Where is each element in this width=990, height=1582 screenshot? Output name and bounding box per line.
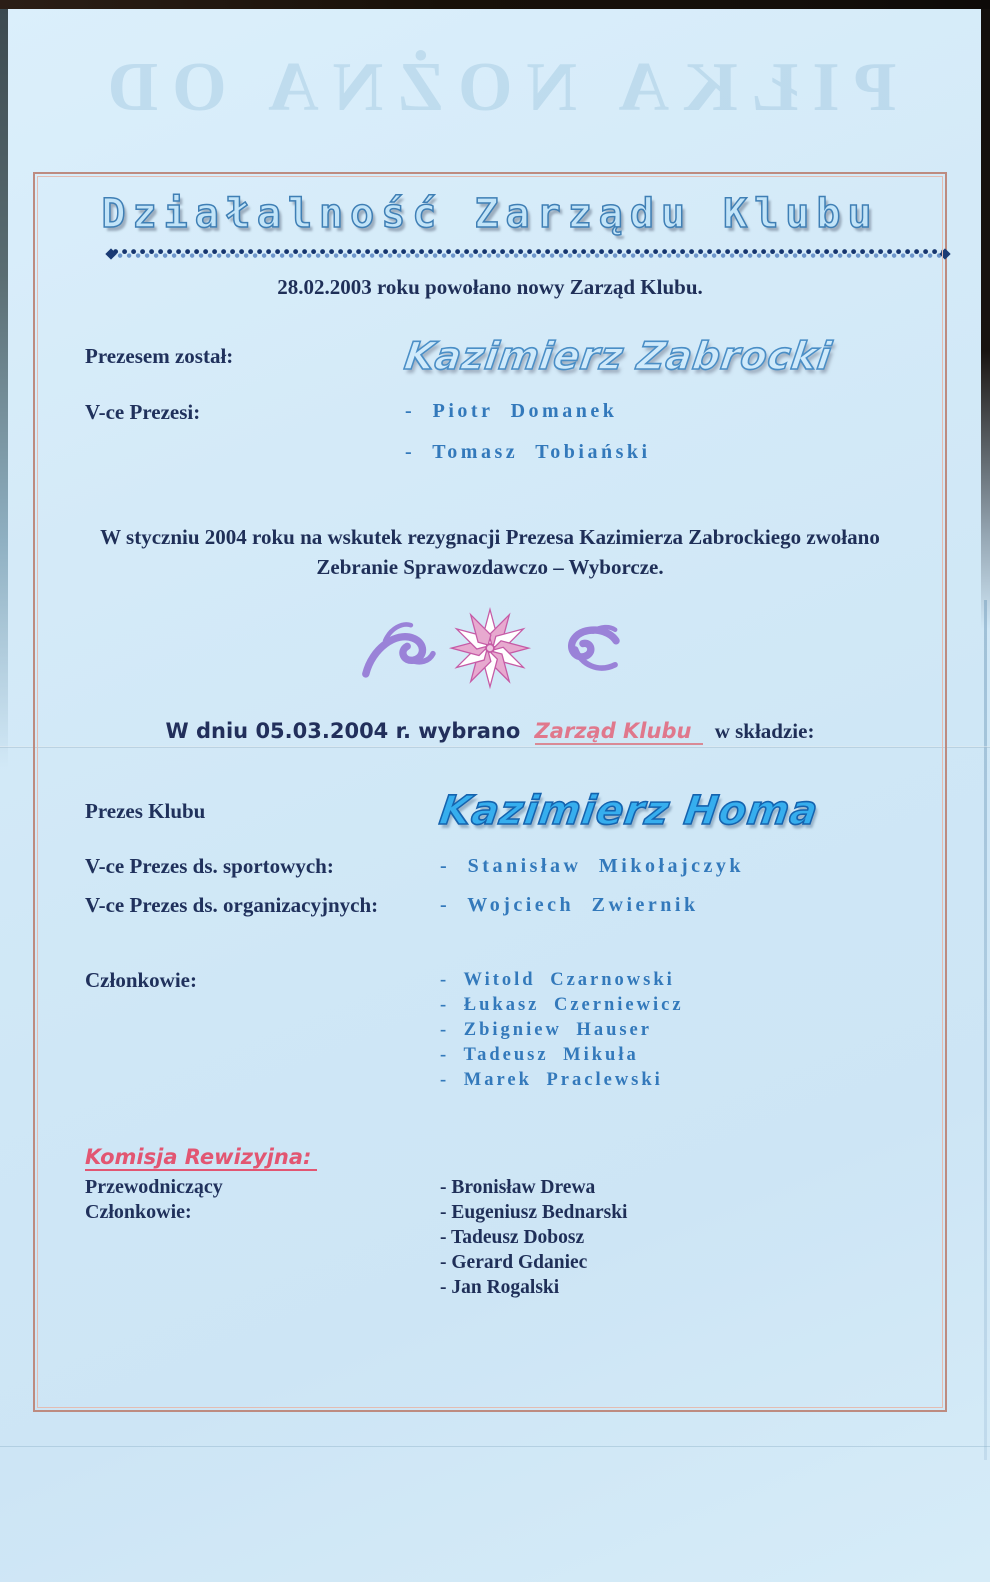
vice-sport-name: - Stanisław Mikołajczyk xyxy=(440,855,745,877)
board-2003-section xyxy=(85,334,895,482)
page-seam-lower xyxy=(0,1446,990,1447)
committee-heading: Komisja Rewizyjna: xyxy=(85,1145,317,1171)
decorative-frame xyxy=(33,172,947,1412)
member-name: - Łukasz Czerniewicz xyxy=(440,995,684,1015)
committee-body xyxy=(85,1175,895,1300)
member-name: - Zbigniew Hauser xyxy=(440,1020,652,1040)
ghost-bleed-text: PIŁKA NOŻNA OD xyxy=(93,49,897,126)
election-line xyxy=(85,719,895,744)
vice-2003-label: V-ce Prezesi: xyxy=(85,400,201,424)
committee-chairman-label: Przewodniczący xyxy=(85,1176,223,1198)
committee-member-name: - Jan Rogalski xyxy=(440,1277,560,1298)
vice-president-name: - Piotr Domanek xyxy=(405,400,618,422)
frame-content xyxy=(35,174,945,1410)
members-list xyxy=(440,968,684,1093)
election-highlight: Zarząd Klubu xyxy=(535,719,704,745)
president-2004-label: Prezes Klubu xyxy=(85,798,206,823)
committee-section xyxy=(85,1145,895,1300)
vice-2003-names xyxy=(405,400,651,482)
vice-org-row xyxy=(85,893,895,918)
committee-member-name: - Gerard Gdaniec xyxy=(440,1252,588,1273)
photo-edge-top xyxy=(0,0,990,9)
member-name: - Witold Czarnowski xyxy=(440,970,675,990)
president-2004-row xyxy=(85,788,895,834)
members-2004-row xyxy=(85,968,895,1093)
president-2003-row xyxy=(85,334,895,378)
ornament xyxy=(85,604,895,701)
resignation-note: W styczniu 2004 roku na wskutek rezygnacji Prezesa Kazimierza Zabrockiego zwołano Zebranie Sprawozdawczo – Wyborcze. xyxy=(100,525,880,579)
vice-2003-row xyxy=(85,400,895,482)
committee-member-name: - Bronisław Drewa xyxy=(440,1177,596,1198)
photo-edge-right xyxy=(981,9,990,629)
president-2004-name: Kazimierz Homa xyxy=(436,788,822,834)
committee-members-label: Członkowie: xyxy=(85,1201,192,1223)
member-name: - Marek Praclewski xyxy=(440,1070,663,1090)
flourish-left-icon xyxy=(366,624,433,673)
flourish-right-icon xyxy=(572,627,616,668)
vice-president-name: - Tomasz Tobiański xyxy=(405,441,651,463)
committee-names-list xyxy=(440,1175,627,1300)
election-prefix: W dniu 05.03.2004 r. wybrano xyxy=(165,719,521,743)
committee-member-name: - Tadeusz Dobosz xyxy=(440,1227,585,1248)
vice-org-label: V-ce Prezes ds. organizacyjnych: xyxy=(85,893,379,917)
photo-edge-left xyxy=(0,9,8,769)
intro-line: 28.02.2003 roku powołano nowy Zarząd Klubu. xyxy=(277,275,703,299)
title-block xyxy=(85,188,895,259)
ornament-svg xyxy=(350,604,630,696)
vice-org-name: - Wojciech Zwiernik xyxy=(440,894,699,916)
board-2004-section xyxy=(85,788,895,1093)
vice-sport-row xyxy=(85,854,895,879)
committee-member-name: - Eugeniusz Bednarski xyxy=(440,1202,628,1223)
page-title: Działalność Zarządu Klubu xyxy=(101,191,879,237)
star-flower-icon xyxy=(451,610,528,687)
president-2003-name: Kazimierz Zabrocki xyxy=(401,334,835,378)
vice-sport-label: V-ce Prezes ds. sportowych: xyxy=(85,854,334,878)
president-2003-label: Prezesem został: xyxy=(85,343,234,368)
page-edge-shadow xyxy=(984,600,987,1460)
committee-labels xyxy=(85,1175,440,1300)
member-name: - Tadeusz Mikuła xyxy=(440,1045,639,1065)
election-suffix: w składzie: xyxy=(714,719,815,743)
chain-divider xyxy=(113,249,943,259)
members-label: Członkowie: xyxy=(85,968,197,992)
